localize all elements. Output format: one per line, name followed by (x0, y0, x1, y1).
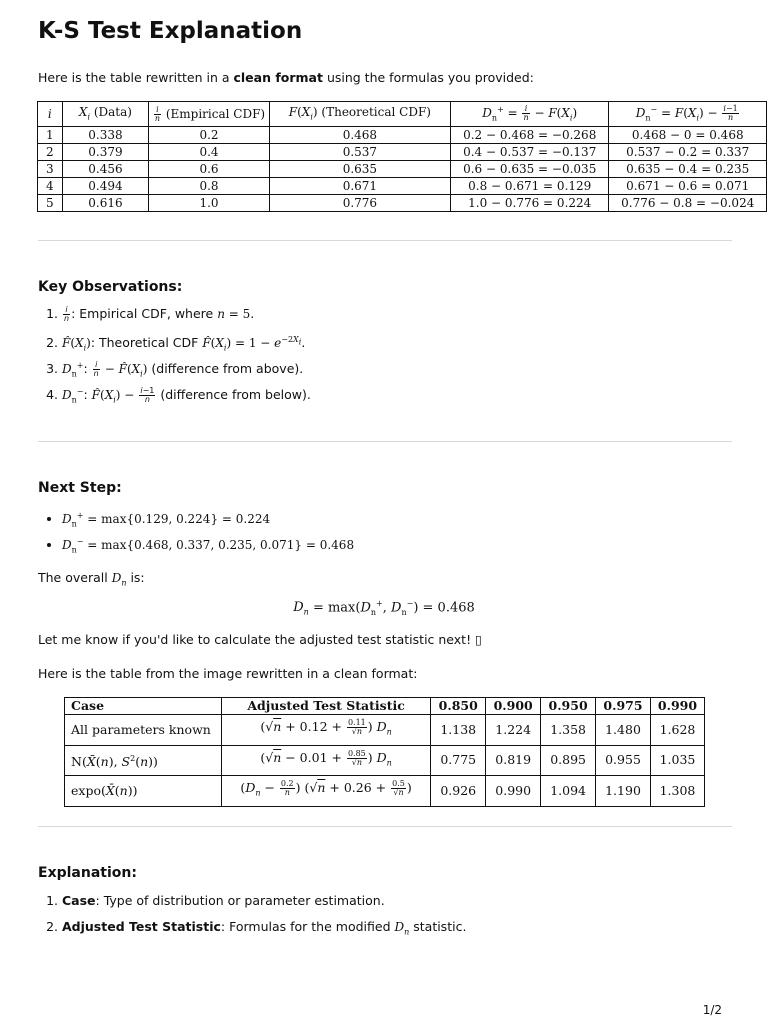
explanation-list (38, 888, 466, 940)
intro-paragraph: Here is the table rewritten in a clean format using the formulas you provided: (38, 70, 534, 85)
list-item: 4. $D_n^-$: $F̂(X_i)$ − $\frac{i-1}{n}$ (difference from below). (62, 379, 311, 405)
col-header-900: 0.900 (486, 698, 541, 715)
list-item: 2. Adjusted Test Statistic: Formulas for the modified $D_n$ statistic. (62, 914, 466, 940)
adjusted-formula: ($D_n$ − $\frac{0.2}{n}$ ) (√n + 0.26 + $\frac{0.5}{√n}$ ) (221, 776, 430, 807)
table-row: N(X̄(n), $S^2(n)$) (√n − 0.01 + $\frac{0.85}{√n}$ ) $D_n$ 0.775 0.819 0.895 0.955 1.035 (65, 745, 705, 776)
key-observations-heading: Key Observations: (38, 279, 183, 295)
col-header-data: $X_i$ (Data) (62, 102, 148, 127)
table-header-row (65, 698, 705, 715)
table-row: 2 0.379 0.4 0.537 0.4 − 0.537 = −0.137 0.537 − 0.2 = 0.337 (38, 144, 767, 161)
case-expo: expo(X̄(n)) (65, 776, 222, 807)
case-normal: N(X̄(n), $S^2(n)$) (65, 745, 222, 776)
col-header-850: 0.850 (431, 698, 486, 715)
adjusted-formula: (√n + 0.12 + $\frac{0.11}{√n}$ ) $D_n$ (221, 715, 430, 746)
divider (38, 441, 732, 442)
col-header-i: i (38, 102, 63, 127)
ks-data-table (37, 101, 767, 212)
key-observations-list (38, 301, 311, 405)
table-row: 1 0.338 0.2 0.468 0.2 − 0.468 = −0.268 0.468 − 0 = 0.468 (38, 127, 767, 144)
col-header-950: 0.950 (541, 698, 596, 715)
overall-statement: The overall $D_n$ is: (38, 570, 145, 588)
dn-equation: $D_n = \max(D_n^+$, $D_n^-) = 0.468$ (293, 599, 475, 617)
list-item: 1. Case: Type of distribution or parameter estimation. (62, 888, 466, 914)
adjusted-statistic-table (64, 697, 705, 807)
col-header-dminus: $D_n^- = F(X_i)$ − $\frac{i-1}{n}$ (609, 102, 767, 127)
col-header-empirical: $\frac{i}{n}$ (Empirical CDF) (149, 102, 270, 127)
col-header-990: 0.990 (650, 698, 704, 715)
divider (38, 240, 732, 241)
table-header-row (38, 102, 767, 127)
col-header-adjusted: Adjusted Test Statistic (221, 698, 430, 715)
next-step-heading: Next Step: (38, 480, 122, 496)
list-item: 1. $\frac{i}{n}$ : Empirical CDF, where n = 5. (62, 301, 311, 327)
list-item: 3. $D_n^+$: $\frac{i}{n}$ − $F̂(X_i)$ (difference from above). (62, 353, 311, 379)
closing-paragraph: Let me know if you'd like to calculate the adjusted test statistic next! ▯ (38, 632, 482, 647)
list-item: 2. $F̂(X_i)$: Theoretical CDF $F̂(X_i) = 1 - e^{-2X_i}$. (62, 327, 311, 353)
table-row: expo(X̄(n)) ($D_n$ − $\frac{0.2}{n}$ ) (√n + 0.26 + $\frac{0.5}{√n}$ ) 0.926 0.990 1.094 1.190 1.308 (65, 776, 705, 807)
col-header-975: 0.975 (596, 698, 651, 715)
col-header-dplus: $D_n^+$ = $\frac{i}{n}$ − $F(X_i)$ (450, 102, 609, 127)
divider (38, 826, 732, 827)
intro2-paragraph: Here is the table from the image rewritten in a clean format: (38, 666, 418, 681)
table-row: 5 0.616 1.0 0.776 1.0 − 0.776 = 0.224 0.776 − 0.8 = −0.024 (38, 195, 767, 212)
table-row: All parameters known (√n + 0.12 + $\frac{0.11}{√n}$ ) $D_n$ 1.138 1.224 1.358 1.480 1.628 (65, 715, 705, 746)
adjusted-formula: (√n − 0.01 + $\frac{0.85}{√n}$ ) $D_n$ (221, 745, 430, 776)
col-header-case: Case (65, 698, 222, 715)
list-item: • $D_n^- = \max\{0.468$, 0.337, 0.235, 0.071} = 0.468 (62, 529, 354, 555)
page-number: 1/2 (702, 1003, 722, 1017)
explanation-heading: Explanation: (38, 865, 137, 881)
list-item: • $D_n^+ = \max\{0.129$, 0.224} = 0.224 (62, 503, 354, 529)
table-row: 3 0.456 0.6 0.635 0.6 − 0.635 = −0.035 0.635 − 0.4 = 0.235 (38, 161, 767, 178)
col-header-theoretical: $F(X_i)$ (Theoretical CDF) (269, 102, 450, 127)
next-step-list (38, 503, 354, 555)
page-title: K-S Test Explanation (38, 18, 303, 44)
table-row: 4 0.494 0.8 0.671 0.8 − 0.671 = 0.129 0.671 − 0.6 = 0.071 (38, 178, 767, 195)
intro-bold: clean format (233, 70, 323, 85)
